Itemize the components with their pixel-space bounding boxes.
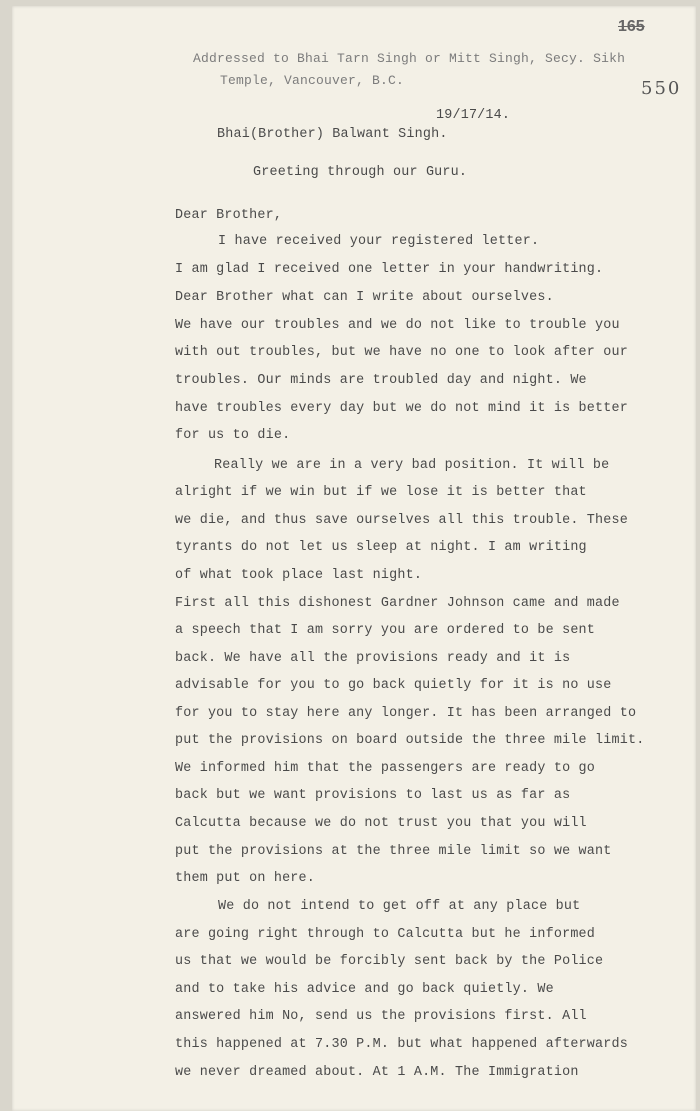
body-line: I have received your registered letter. bbox=[218, 234, 540, 249]
page-number: 550 bbox=[641, 78, 682, 99]
body-line: for us to die. bbox=[175, 428, 291, 443]
letter-date: 19/17/14. bbox=[436, 108, 511, 123]
body-line: back. We have all the provisions ready and it is bbox=[175, 651, 571, 666]
body-line: of what took place last night. bbox=[175, 568, 423, 583]
body-line: for you to stay here any longer. It has been arranged to bbox=[175, 706, 637, 721]
body-line: We have our troubles and we do not like to trouble you bbox=[175, 318, 620, 333]
body-line: and to take his advice and go back quietly. We bbox=[175, 982, 554, 997]
body-line: we die, and thus save ourselves all this trouble. These bbox=[175, 513, 628, 528]
body-line: have troubles every day but we do not mind it is better bbox=[175, 401, 628, 416]
body-line: them put on here. bbox=[175, 871, 316, 886]
body-line: First all this dishonest Gardner Johnson came and made bbox=[175, 596, 620, 611]
body-line: answered him No, send us the provisions first. All bbox=[175, 1009, 587, 1024]
body-line: a speech that I am sorry you are ordered to be sent bbox=[175, 623, 596, 638]
header-line-2: Temple, Vancouver, B.C. bbox=[220, 73, 405, 88]
body-line: Calcutta because we do not trust you that you will bbox=[175, 816, 587, 831]
document-page bbox=[12, 6, 696, 1111]
body-line: I am glad I received one letter in your handwriting. bbox=[175, 262, 604, 277]
greeting-line: Greeting through our Guru. bbox=[253, 165, 468, 180]
body-line: this happened at 7.30 P.M. but what happened afterwards bbox=[175, 1037, 628, 1052]
body-line: alright if we win but if we lose it is better that bbox=[175, 485, 587, 500]
body-line: We informed him that the passengers are ready to go bbox=[175, 761, 596, 776]
body-line: we never dreamed about. At 1 A.M. The Immigration bbox=[175, 1065, 579, 1080]
body-line: put the provisions at the three mile limit so we want bbox=[175, 844, 612, 859]
recipient-line: Bhai(Brother) Balwant Singh. bbox=[217, 127, 448, 142]
body-line: back but we want provisions to last us as far as bbox=[175, 788, 571, 803]
body-line: We do not intend to get off at any place but bbox=[218, 899, 581, 914]
body-line: put the provisions on board outside the three mile limit. bbox=[175, 733, 645, 748]
body-line: with out troubles, but we have no one to look after our bbox=[175, 345, 628, 360]
body-line: are going right through to Calcutta but he informed bbox=[175, 927, 596, 942]
body-line: tyrants do not let us sleep at night. I am writing bbox=[175, 540, 587, 555]
body-line: advisable for you to go back quietly for it is no use bbox=[175, 678, 612, 693]
body-line: us that we would be forcibly sent back by the Police bbox=[175, 954, 604, 969]
body-line: troubles. Our minds are troubled day and night. We bbox=[175, 373, 587, 388]
header-line-1: Addressed to Bhai Tarn Singh or Mitt Singh, Secy. Sikh bbox=[193, 51, 626, 66]
body-line: Really we are in a very bad position. It will be bbox=[214, 458, 610, 473]
folio-number: 165 bbox=[618, 18, 645, 35]
body-line: Dear Brother what can I write about ourselves. bbox=[175, 290, 554, 305]
salutation: Dear Brother, bbox=[175, 208, 283, 223]
